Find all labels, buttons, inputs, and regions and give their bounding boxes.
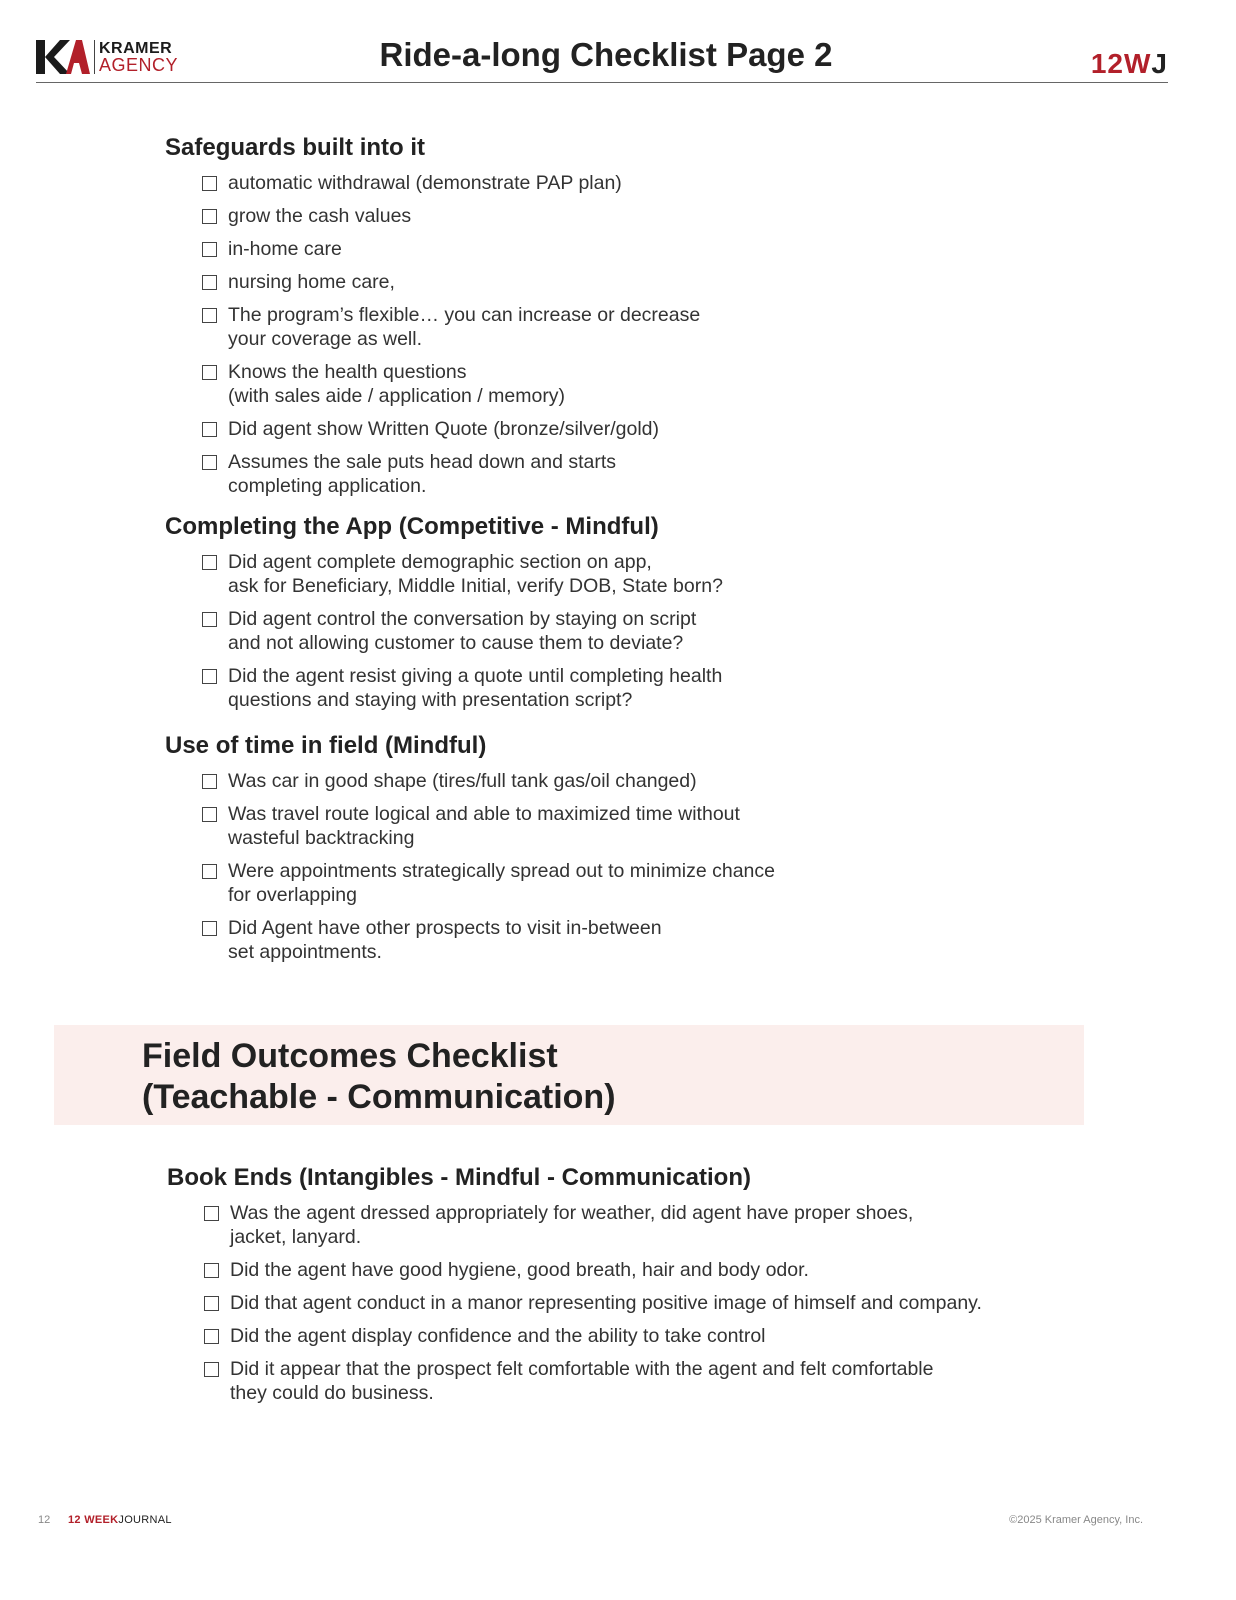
checklist-item-text: Did agent show Written Quote (bronze/silver/gold) [228, 418, 660, 440]
checklist-item-text: questions and staying with presentation script? [228, 689, 633, 711]
checkbox[interactable] [202, 176, 217, 191]
section-title: Book Ends (Intangibles - Mindful - Communication) [167, 1164, 751, 1191]
field-outcomes-banner [54, 1025, 1084, 1125]
checkbox[interactable] [202, 455, 217, 470]
checklist-item-text: Did agent control the conversation by staying on script [228, 608, 697, 630]
checklist-item-text: jacket, lanyard. [230, 1226, 362, 1248]
checkbox[interactable] [204, 1206, 219, 1221]
checklist-item-text: Did agent complete demographic section on app, [228, 551, 652, 573]
checkbox[interactable] [202, 864, 217, 879]
checkbox[interactable] [202, 555, 217, 570]
checkbox[interactable] [202, 921, 217, 936]
checkbox[interactable] [202, 242, 217, 257]
section-title: Use of time in field (Mindful) [165, 732, 487, 759]
checklist-item-text: completing application. [228, 475, 427, 497]
checklist-item [165, 664, 1125, 712]
checklist-item-text: set appointments. [228, 941, 382, 963]
checklist-item-text: Did the agent display confidence and the ability to take control [230, 1325, 766, 1347]
checklist-item [165, 270, 1125, 294]
section-title: Completing the App (Competitive - Mindful) [165, 513, 659, 540]
checkbox[interactable] [204, 1296, 219, 1311]
checklist-item [165, 360, 1125, 408]
section-book-ends [167, 1163, 1127, 1414]
checklist-item [165, 450, 1125, 498]
journal-tag-red: 12W [1090, 48, 1152, 79]
banner-title [142, 1036, 616, 1118]
banner-line-1: Field Outcomes Checklist [142, 1037, 558, 1075]
footer-brand [68, 1514, 172, 1526]
checklist-item [165, 204, 1125, 228]
checklist-item [165, 607, 1125, 655]
checklist-item [165, 237, 1125, 261]
checklist-item-text: Was car in good shape (tires/full tank gas/oil changed) [228, 770, 697, 792]
banner-line-2: (Teachable - Communication) [142, 1078, 616, 1116]
checklist-item-text: Assumes the sale puts head down and starts [228, 451, 617, 473]
checklist-item [165, 769, 1125, 793]
checklist-item [165, 303, 1125, 351]
checklist-item-text: Was travel route logical and able to maximized time without [228, 803, 740, 825]
checklist-item-text: grow the cash values [228, 205, 412, 227]
journal-tag [1091, 48, 1168, 80]
checklist-item [167, 1201, 1127, 1249]
page-header [36, 30, 1168, 83]
section-completing-app [165, 512, 1125, 721]
checkbox[interactable] [202, 807, 217, 822]
checkbox[interactable] [202, 669, 217, 684]
checklist-item-text: wasteful backtracking [228, 827, 415, 849]
checklist-item [165, 417, 1125, 441]
checkbox[interactable] [202, 209, 217, 224]
checklist-item-text: The program’s flexible… you can increase or decrease [228, 304, 701, 326]
checklist-item [167, 1324, 1127, 1348]
footer-brand-dark: JOURNAL [118, 1514, 172, 1526]
journal-tag-dark: J [1151, 48, 1168, 79]
checklist-item-text: your coverage as well. [228, 328, 423, 350]
checkbox[interactable] [202, 612, 217, 627]
copyright: ©2025 Kramer Agency, Inc. [1009, 1514, 1143, 1526]
checklist-item [167, 1291, 1127, 1315]
checklist-item-text: and not allowing customer to cause them to deviate? [228, 632, 684, 654]
checklist-item-text: Did that agent conduct in a manor representing positive image of himself and company. [230, 1292, 982, 1314]
checklist-item [167, 1357, 1127, 1405]
checklist-item-text: Were appointments strategically spread out to minimize chance [228, 860, 775, 882]
section-use-of-time [165, 731, 1125, 973]
page-number: 12 [38, 1514, 51, 1526]
section-safeguards [165, 133, 1125, 507]
checkbox[interactable] [202, 275, 217, 290]
checklist-item-text: in-home care [228, 238, 342, 260]
checkbox[interactable] [202, 422, 217, 437]
checklist-item-text: Knows the health questions [228, 361, 467, 383]
checkbox[interactable] [202, 774, 217, 789]
checkbox[interactable] [202, 365, 217, 380]
footer-brand-red: 12 WEEK [68, 1514, 119, 1526]
checklist-item [165, 171, 1125, 195]
logo-line-agency: AGENCY [99, 55, 179, 75]
checklist-item [165, 550, 1125, 598]
checklist-item-text: nursing home care, [228, 271, 395, 293]
checklist-item-text: automatic withdrawal (demonstrate PAP plan) [228, 172, 622, 194]
checklist-item [165, 802, 1125, 850]
checklist-item-text: Did Agent have other prospects to visit in-between [228, 917, 662, 939]
checkbox[interactable] [204, 1329, 219, 1344]
checklist-item-text: ask for Beneficiary, Middle Initial, verify DOB, State born? [228, 575, 723, 597]
page-title: Ride-a-long Checklist Page 2 [379, 36, 833, 73]
checklist-item-text: they could do business. [230, 1382, 434, 1404]
checkbox[interactable] [204, 1263, 219, 1278]
checklist-item [165, 916, 1125, 964]
checkbox[interactable] [202, 308, 217, 323]
checkbox[interactable] [204, 1362, 219, 1377]
checklist-item-text: Did it appear that the prospect felt comfortable with the agent and felt comfortable [230, 1358, 934, 1380]
checklist-item [165, 859, 1125, 907]
checklist-item-text: Was the agent dressed appropriately for weather, did agent have proper shoes, [230, 1202, 914, 1224]
section-title: Safeguards built into it [165, 134, 426, 161]
checklist-item-text: for overlapping [228, 884, 357, 906]
logo-line-kramer: KRAMER [99, 40, 173, 57]
checklist-item-text: Did the agent have good hygiene, good breath, hair and body odor. [230, 1259, 809, 1281]
checklist-item-text: (with sales aide / application / memory) [228, 385, 566, 407]
checklist-item-text: Did the agent resist giving a quote until completing health [228, 665, 723, 687]
checklist-item [167, 1258, 1127, 1282]
